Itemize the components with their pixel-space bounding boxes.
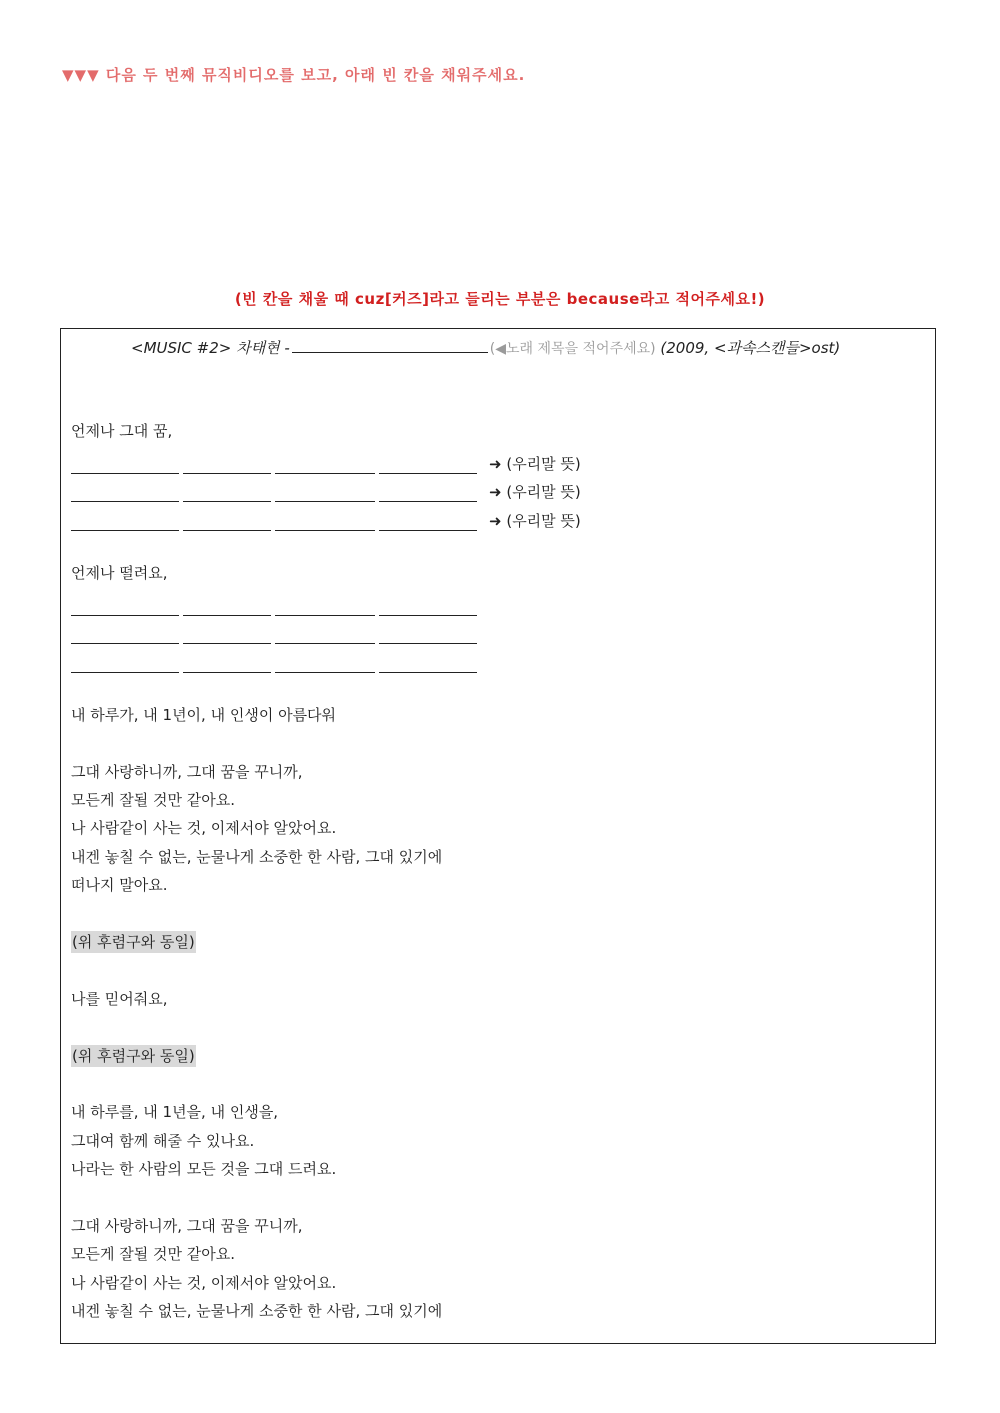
lyric-line: 내겐 놓칠 수 없는, 눈물나게 소중한 한 사람, 그대 있기에 [71,847,443,866]
blank-row [71,587,581,615]
lyric-line: 나 사람같이 사는 것, 이제서야 알았어요. [71,1273,337,1292]
blank-field[interactable] [71,599,179,616]
blank-row [71,616,581,644]
blank-field[interactable] [71,656,179,673]
blank-field[interactable] [379,627,477,644]
blank-row [71,502,581,530]
instruction-text: ▼▼▼ 다음 두 번째 뮤직비디오를 보고, 아래 빈 칸을 채워주세요. [62,66,526,84]
blank-field[interactable] [71,485,179,502]
header-suffix: (2009, <과속스캔들>ost) [655,339,841,357]
blank-field[interactable] [183,457,271,474]
lyric-line: 모든게 잘될 것만 같아요. [71,1245,235,1264]
header-hint: (◀노래 제목을 적어주세요) [489,341,656,357]
blank-field[interactable] [275,599,375,616]
lyrics-worksheet-box [60,328,936,1344]
lyric-line: 나를 믿어줘요, [71,989,168,1008]
blank-field[interactable] [379,485,477,502]
blank-field[interactable] [379,457,477,474]
same-chorus-label: (위 후렴구와 동일) [72,1046,195,1065]
lyric-line: 그대여 함께 해줄 수 있나요. [71,1131,255,1150]
blank-field[interactable] [71,514,179,531]
lyric-line: 떠나지 말아요. [71,876,168,895]
verse2-intro: 언제나 떨려요, [71,563,168,582]
lyric-line: 나 사람같이 사는 것, 이제서야 알았어요. [71,819,337,838]
blank-field[interactable] [183,599,271,616]
song-header [131,337,840,358]
blank-field[interactable] [379,514,477,531]
lyric-line: 그대 사랑하니까, 그대 꿈을 꾸니까, [71,762,303,781]
meaning-label: ➜ (우리말 뜻) [489,511,581,530]
blank-field[interactable] [379,656,477,673]
blank-field[interactable] [71,627,179,644]
blank-field[interactable] [183,627,271,644]
blank-field[interactable] [71,457,179,474]
note-text: (빈 칸을 채울 때 cuz[커즈]라고 들리는 부분은 because라고 적어주세요!) [234,290,766,308]
blank-field[interactable] [275,656,375,673]
blank-field[interactable] [275,627,375,644]
meaning-label: ➜ (우리말 뜻) [489,483,581,502]
blank-field[interactable] [183,485,271,502]
blank-field[interactable] [183,514,271,531]
header-prefix: <MUSIC #2> 차태현 - [131,339,290,357]
blank-row [71,445,581,473]
verse1-intro: 언제나 그대 꿈, [71,422,173,440]
lyric-line: 내 하루를, 내 1년을, 내 인생을, [71,1103,279,1122]
blank-field[interactable] [379,599,477,616]
same-chorus-label: (위 후렴구와 동일) [72,933,195,952]
blank-field[interactable] [183,656,271,673]
lyric-line: 내겐 놓칠 수 없는, 눈물나게 소중한 한 사람, 그대 있기에 [71,1302,443,1321]
blank-field[interactable] [275,514,375,531]
lyric-line: 모든게 잘될 것만 같아요. [71,791,235,810]
song-title-blank[interactable] [292,338,488,353]
meaning-label: ➜ (우리말 뜻) [489,454,581,473]
lyric-line: 그대 사랑하니까, 그대 꿈을 꾸니까, [71,1216,303,1235]
blank-field[interactable] [275,485,375,502]
lyric-line: 나라는 한 사람의 모든 것을 그대 드려요. [71,1160,337,1179]
blank-row [71,644,581,672]
blank-row [71,474,581,502]
lyrics-lines [71,417,581,1326]
lyric-line: 내 하루가, 내 1년이, 내 인생이 아름다워 [71,705,337,724]
blank-field[interactable] [275,457,375,474]
